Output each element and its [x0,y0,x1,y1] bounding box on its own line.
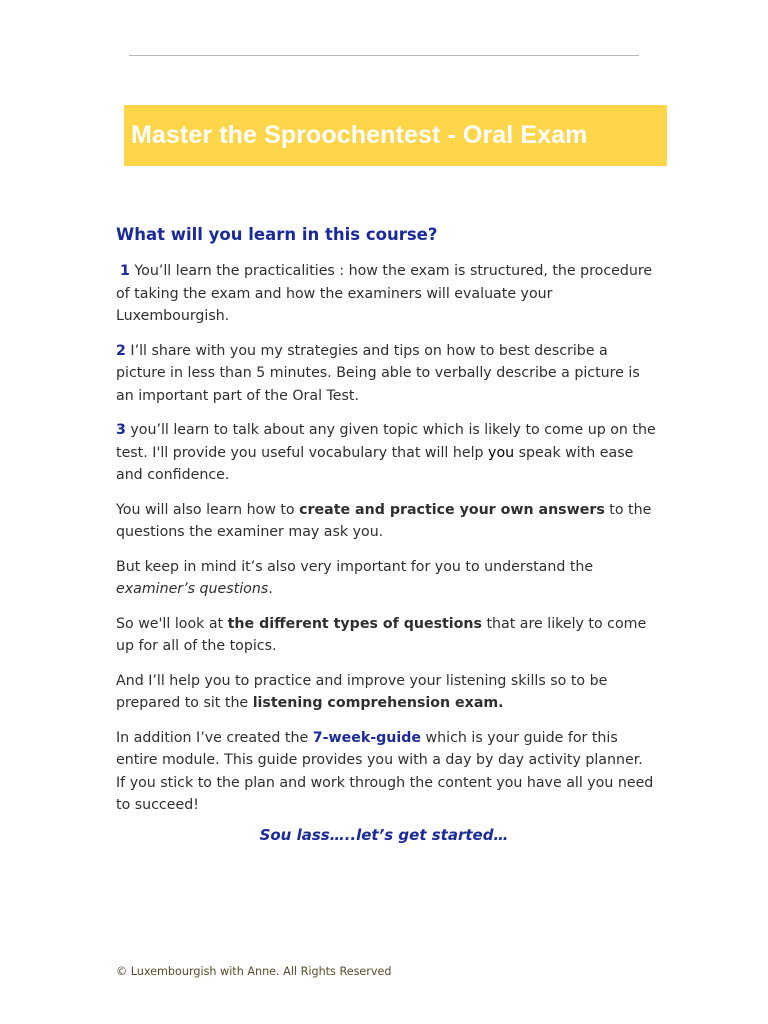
bold-phrase: the different types of questions [227,615,482,632]
point-1 [116,260,656,328]
text-run: In addition I’ve created the [116,729,313,746]
answers-paragraph [116,499,656,544]
point-text: I’ll share with you my strategies and tips on how to best describe a picture in less than 5 minutes. Being able to verbally describe a picture is an important part of the Oral Test. [116,342,640,404]
text-run: that are likely to come up for all of the topics. [116,615,647,654]
top-divider [129,55,639,56]
point-text-end: speak with ease and confidence. [116,444,634,483]
point-text: You’ll learn the practicalities : how the exam is structured, the procedure of taking the exam and how the examiners will evaluate your Luxembourgish. [116,263,653,324]
text-run: which is your guide for this entire module. This guide provides you with a day by day activity planner. If you stick to the plan and work through the content you have all you need to succeed! [116,729,654,813]
text-run: And I’ll help you to practice and improve your listening skills so to be prepared to sit the [116,672,608,711]
examiner-paragraph [116,556,656,601]
point-text: you’ll learn to talk about any given topic which is likely to come up on the test. I'll provide you useful vocabulary that will help [116,422,656,461]
point-number: 3 [116,422,126,438]
page-title: Master the Sproochentest - Oral Exam [131,121,588,149]
closing-line: Sou lass…..let’s get started… [259,826,509,844]
bold-phrase: create and practice your own answers [299,501,605,518]
point-number: 1 [120,263,130,279]
course-description [116,224,656,829]
text-run: to the questions the examiner may ask you. [116,501,652,540]
title-banner [124,105,667,166]
question-types-paragraph [116,613,656,658]
bold-phrase: listening comprehension exam. [252,695,504,711]
copyright-footer: © Luxembourgish with Anne. All Rights Reserved [116,965,392,978]
guide-link[interactable]: 7-week-guide [312,729,422,746]
text-run: But keep in mind it’s also very important for you to understand the [116,558,594,575]
text-run: So we'll look at [116,615,228,632]
point-2 [116,340,656,408]
guide-paragraph [116,727,656,817]
text-run: . [268,581,273,597]
point-3 [116,419,656,487]
point-text-highlight: you [488,444,515,461]
text-run: You will also learn how to [116,501,300,518]
italic-phrase: examiner’s questions [116,581,269,597]
section-heading: What will you learn in this course? [116,225,438,244]
point-number: 2 [116,342,126,359]
listening-paragraph [116,670,656,715]
